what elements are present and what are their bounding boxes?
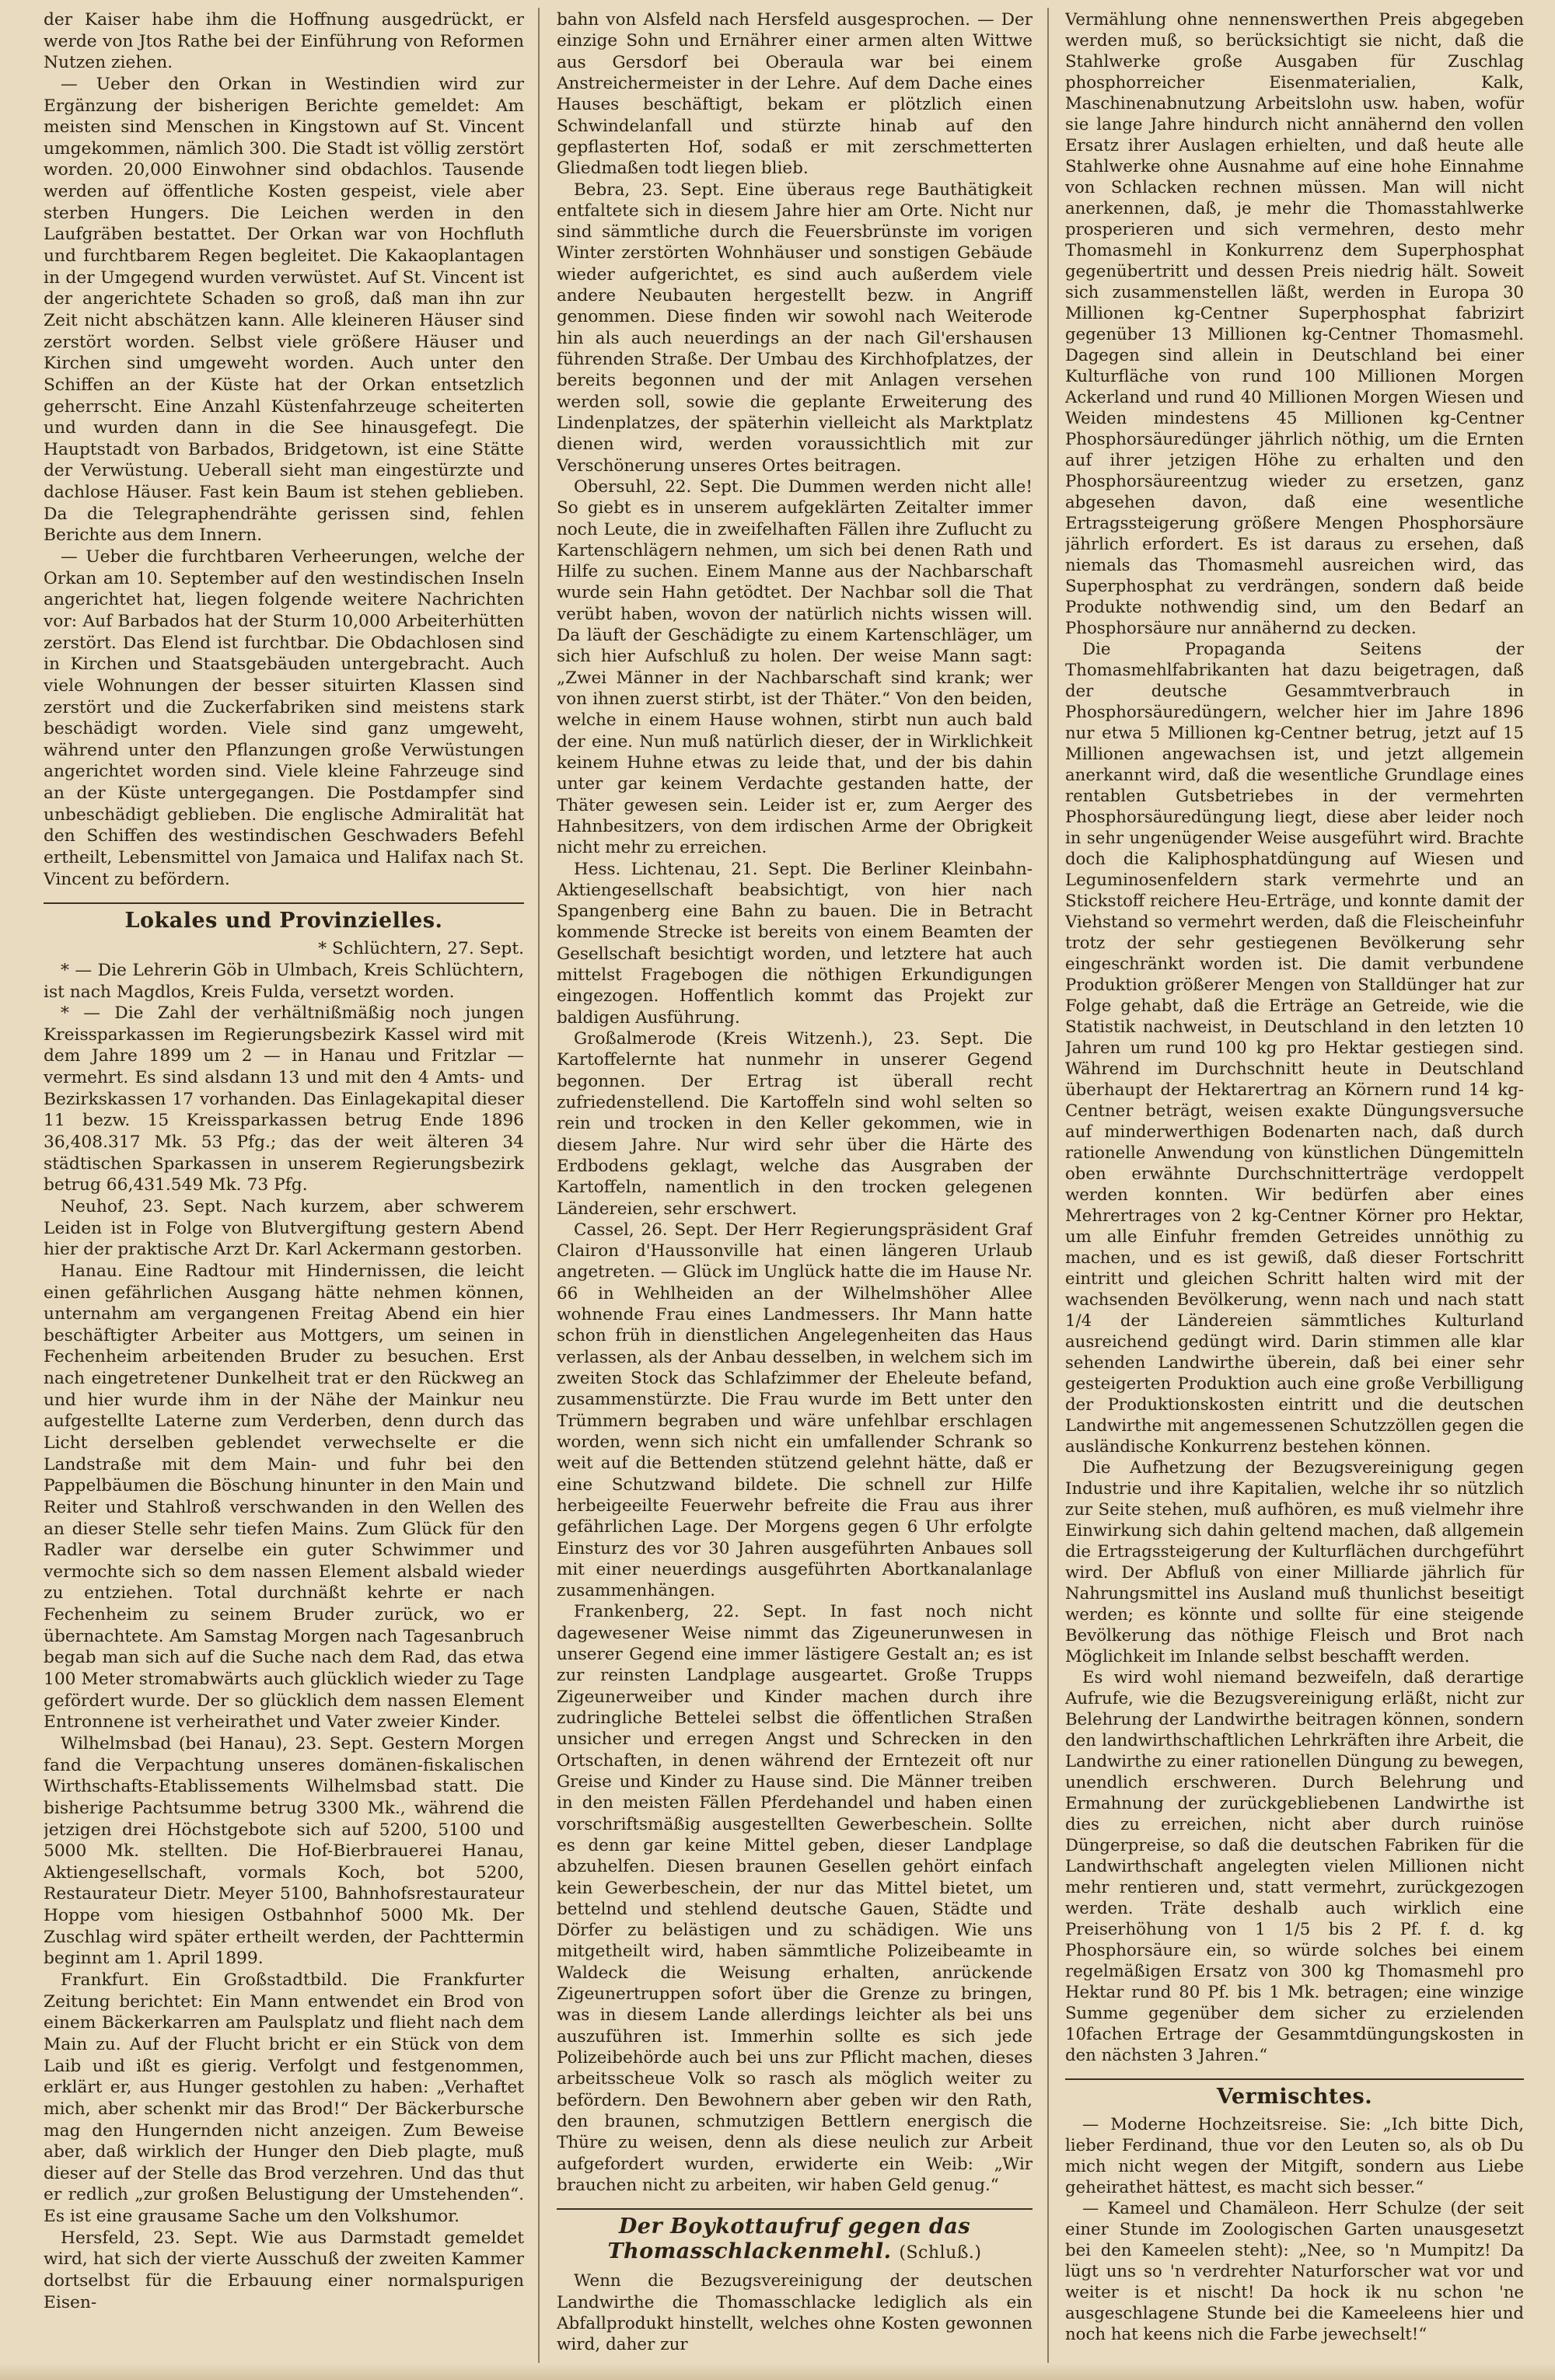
- local-news-item: * — Die Lehrerin Göb in Ulmbach, Kreis Schlüchtern, ist nach Magdlos, Kreis Fulda, versetzt worden.: [44, 960, 524, 1002]
- article-paragraph: Die Propaganda Seitens der Thomasmehlfabrikanten hat dazu beigetragen, daß der deutsche Gesammtverbrauch in Phosphorsäuredüngern, welcher hier im Jahre 1896 nur etwa 5 Millionen kg-Centner betrug, jetzt auf 15 Millionen angewachsen ist, und jetzt allgemein anerkannt wird, daß die wesentliche Grundlage eines rentablen Gutsbetriebes in der vermehrten Phosphorsäuredüngung liegt, diese aber leider noch in sehr ungenügender Weise ausgeführt wird. Brachte doch die Kaliphosphatdüngung auf Wiesen und Leguminosenfeldern stark vermehrte und an Stickstoff reichere Heu-Erträge, und konnte damit der Viehstand so vermehrt werden, daß die Fleischeinfuhr trotz der sehr gestiegenen Bevölkerung sehr eingeschränkt worden ist. Die damit verbundene Produktion größerer Mengen von Stalldünger hat zur Folge gehabt, daß die Erträge an Getreide, wie die Statistik nachweist, in Deutschland in den letzten 10 Jahren um rund 100 kg pro Hektar gestiegen sind. Während im Durchschnitt heute in Deutschland überhaupt der Hektarertrag an Körnern rund 14 kg-Centner beträgt, weisen exakte Düngungsversuche auf minderwerthigen Bodenarten nach, daß durch rationelle Anwendung von künstlichen Düngemitteln oben erwähnte Durchschnitterträge verdoppelt werden konnten. Wir bedürfen aber eines Mehrertrages von 2 kg-Centner Körner pro Hektar, um alle Einfuhr fremden Getreides unnöthig zu machen, und es ist gewiß, daß dieser Fortschritt eintritt und gleichen Schritt halten wird mit der wachsenden Bevölkerung, wenn nach und nach statt 1/4 der Ländereien sämmtliches Kulturland ausreichend gedüngt wird. Darin stimmen alle klar sehenden Landwirthe überein, daß bei einer sehr gesteigerten Produktion auch eine große Verbilligung der Produktionskosten eintritt und die deutschen Landwirthe mit angemessenen Schutzzöllen gegen die ausländische Konkurrenz bestehen können.: [1065, 640, 1524, 1457]
- misc-item: — Moderne Hochzeitsreise. Sie: „Ich bitte Dich, lieber Ferdinand, thue vor den Leuten so, als ob Du mich nicht wegen der Mitgift, sondern aus Liebe geheirathet hättest, es macht sich besser.“: [1065, 2115, 1524, 2197]
- article-paragraph: Vermählung ohne nennenswerthen Preis abgegeben werden muß, so berücksichtigt sie nicht, daß die Stahlwerke große Ausgaben für Zuschlag phosphorreicher Eisenmaterialien, Kalk, Maschinenabnutzung Arbeitslohn usw. haben, wofür sie lange Jahre hindurch nicht annähernd den vollen Ersatz ihrer Auslagen erhielten, und daß heute alle Stahlwerke ohne Ausnahme auf eine hohe Einnahme von Schlacken rechnen müssen. Man will nicht anerkennen, daß, je mehr die Thomasstahlwerke prosperieren und sich vermehren, desto mehr Thomasmehl in Konkurrenz dem Superphosphat gegenübertritt und dessen Preis niedrig hält. Soweit sich zusammenstellen läßt, werden in Europa 30 Millionen kg-Centner Superphosphat fabrizirt gegenüber 13 Millionen kg-Centner Thomasmehl. Dagegen sind allein in Deutschland bei einer Kulturfläche von rund 100 Millionen Morgen Ackerland und rund 40 Millionen Morgen Wiesen und Weiden mindestens 45 Millionen kg-Centner Phosphorsäuredünger jährlich nöthig, um die Ernten auf ihrer jetzigen Höhe zu erhalten und den Phosphorsäureentzug wieder zu ersetzen, ganz abgesehen davon, daß eine wesentliche Ertragssteigerung größere Mengen Phosphorsäure jährlich erfordert. Es ist daraus zu ersehen, daß niemals das Thomasmehl ausreichen wird, das Superphosphat zu verdrängen, sondern daß beide Produkte nothwendig sind, um den Bedarf an Phosphorsäure nur annähernd zu decken.: [1065, 10, 1524, 638]
- column-divider: [538, 8, 540, 2364]
- article-paragraph: — Ueber die furchtbaren Verheerungen, welche der Orkan am 10. September auf den westindischen Inseln angerichtet hat, liegen folgende weitere Nachrichten vor: Auf Barbados hat der Sturm 10,000 Arbeiterhütten zerstört. Das Elend ist furchtbar. Die Obdachlosen sind in Kirchen und Staatsgebäuden untergebracht. Auch viele Wohnungen der besser situirten Klassen sind zerstört und die Zuckerfabriken sind meistens stark beschädigt worden. Viele sind ganz umgeweht, während unter den Pflanzungen große Verwüstungen angerichtet worden sind. Viele kleine Fahrzeuge sind an der Küste untergegangen. Die Postdampfer sind unbeschädigt geblieben. Die englische Admiralität hat den Schiffen des westindischen Geschwaders Befehl ertheilt, Lebensmittel von Jamaica und Halifax nach St. Vincent zu befördern.: [44, 547, 524, 889]
- local-news-item: Hanau. Eine Radtour mit Hindernissen, die leicht einen gefährlichen Ausgang hätte nehmen können, unternahm am vergangenen Freitag Abend ein hier beschäftigter Arbeiter aus Mottgers, um seinen in Fechenheim arbeitenden Bruder zu besuchen. Erst nach eingetretener Dunkelheit trat er den Rückweg an und hier wurde ihm in der Nähe der Mainkur neu aufgestellte Laterne zum Verderben, denn durch das Licht derselben geblendet verwechselte er die Landstraße mit dem Main- und fuhr bei den Pappelbäumen die Böschung hinunter in den Main und Reiter und Stahlroß verschwanden in den Wellen des an dieser Stelle sehr tiefen Mains. Zum Glück für den Radler war derselbe ein guter Schwimmer und vermochte sich so dem nassen Element alsbald wieder zu entziehen. Total durchnäßt kehrte er nach Fechenheim zu seinem Bruder zurück, wo er übernachtete. Am Samstag Morgen nach Tagesanbruch begab man sich auf die Suche nach dem Rad, das etwa 100 Meter stromabwärts auch glücklich wieder zu Tage gefördert wurde. Der so glücklich dem nassen Element Entronnene ist verheirathet und Vater zweier Kinder.: [44, 1261, 524, 1733]
- local-news-item: Neuhof, 23. Sept. Nach kurzem, aber schwerem Leiden ist in Folge von Blutvergiftung gestern Abend hier der praktische Arzt Dr. Karl Ackermann gestorben.: [44, 1196, 524, 1260]
- local-news-item: Bebra, 23. Sept. Eine überaus rege Bauthätigkeit entfaltete sich in diesem Jahre hier am Orte. Nicht nur sind sämmtliche durch die Feuersbrünste im vorigen Winter zerstörten Wohnhäuser und sonstigen Gebäude wieder aufgerichtet, es sind auch außerdem viele andere Neubauten hergestellt bezw. in Angriff genommen. Diese finden wir sowohl nach Weiterode hin als auch neuerdings an der nach Gil'ershausen führenden Straße. Der Umbau des Kirchhofplatzes, der bereits begonnen und der mit Anlagen versehen werden soll, sowie die geplante Erweiterung des Lindenplatzes, der späterhin vielleicht als Marktplatz dienen wird, werden voraussichtlich mit zur Verschönerung unseres Ortes beitragen.: [557, 180, 1033, 476]
- dateline: * Schlüchtern, 27. Sept.: [318, 939, 524, 959]
- article-paragraph: Wenn die Bezugsvereinigung der deutschen Landwirthe die Thomasschlacke lediglich als ein Abfallprodukt hinstellt, welches ohne Kosten gewonnen wird, daher zur: [557, 2271, 1033, 2355]
- article-paragraph: der Kaiser habe ihm die Hoffnung ausgedrückt, er werde von Jtos Rathe bei der Einführung von Reformen Nutzen ziehen.: [44, 10, 524, 73]
- column-middle: [557, 9, 1033, 2361]
- page-bottom-edge: [0, 2363, 1555, 2380]
- local-news-item: Cassel, 26. Sept. Der Herr Regierungspräsident Graf Clairon d'Haussonville hat einen längeren Urlaub angetreten. — Glück im Unglück hatte die im Hause Nr. 66 in Wehlheiden an der Wilhelmshöher Allee wohnende Frau eines Landmessers. Ihr Mann hatte schon früh in dienstlichen Angelegenheiten das Haus verlassen, als der Anbau desselben, in welchem sich im zweiten Stock das Schlafzimmer der Eheleute befand, zusammenstürzte. Die Frau wurde im Bett unter den Trümmern begraben und wäre unfehlbar erschlagen worden, wenn sich nicht ein umfallender Schrank so weit auf die Bettenden stützend gelehnt hätte, daß er eine Schutzwand bildete. Die schnell zur Hilfe herbeigeeilte Feuerwehr befreite die Frau aus ihrer gefährlichen Lage. Der Morgens gegen 6 Uhr erfolgte Einsturz des vor 30 Jahren ausgeführten Anbaues soll mit einer neuerdings ausgeführten Abortkanalanlage zusammenhängen.: [557, 1220, 1033, 1601]
- heading-note: (Schluß.): [899, 2243, 982, 2263]
- local-news-item: Hess. Lichtenau, 21. Sept. Die Berliner Kleinbahn-Aktiengesellschaft beabsichtigt, von hier nach Spangenberg eine Bahn zu bauen. Die in Betracht kommende Strecke ist bereits von einem Beamten der Gesellschaft besichtigt worden, und letztere hat auch mittelst Fragebogen die nöthigen Erkundigungen eingezogen. Hoffentlich kommt das Projekt zur baldigen Ausführung.: [557, 859, 1033, 1028]
- local-news-item: Frankenberg, 22. Sept. In fast noch nicht dagewesener Weise nimmt das Zigeunerunwesen in unserer Gegend eine immer lästigere Gestalt an; es ist zur reinsten Landplage ausgeartet. Große Trupps Zigeunerweiber und Kinder machen durch ihre zudringliche Bettelei selbst die öffentlichen Straßen unsicher und erregen Angst und Schrecken in den Ortschaften, in denen während der Erntezeit oft nur Greise und Kinder zu Hause sind. Die Männer treiben in den meisten Fällen Pferdehandel und haben einen vorschriftsmäßig ausgestellten Gewerbeschein. Sollte es denn gar keine Mittel geben, dieser Landplage abzuhelfen. Diesen braunen Gesellen gehört einfach kein Gewerbeschein, der nur das Mittel bietet, um bettelnd und stehlend deutsche Gauen, Städte und Dörfer zu belästigen und zu schädigen. Wie uns mitgetheilt wird, haben sämmtliche Polizeibeamte in Waldeck die Weisung erhalten, anrückende Zigeunertruppen sofort über die Grenze zu bringen, was in diesem Lande allerdings leichter als bei uns auszuführen ist. Immerhin sollte es sich jede Polizeibehörde auch bei uns zur Pflicht machen, dieses arbeitsscheue Volk so rasch als möglich weiter zu befördern. Den Bewohnern aber geben wir den Rath, den braunen, schmutzigen Bettlern energisch die Thüre zu weisen, denn als diese neulich zur Arbeit aufgefordert wurden, erwiderte ein Weib: „Wir brauchen nicht zu arbeiten, wir haben Geld genug.“: [557, 1602, 1033, 2195]
- local-news-item: Frankfurt. Ein Großstadtbild. Die Frankfurter Zeitung berichtet: Ein Mann entwendet ein Brod von einem Bäckerkarren am Paulsplatz und flieht nach dem Main zu. Auf der Flucht bricht er ein Stück von dem Laib und ißt es gierig. Verfolgt und festgenommen, erklärt er, aus Hunger gestohlen zu haben: „Verhaftet mich, aber schenkt mir das Brod!“ Der Bäckerbursche mag den Hungernden nicht anzeigen. Zum Beweise aber, daß wirklich der Hunger den Dieb plagte, muß dieser auf der Stelle das Brod verzehren. Und das thut er redlich „zur großen Belustigung der Umstehenden“. Es ist eine grausame Sache um den Volkshumor.: [44, 1970, 524, 2227]
- local-news-item: * — Die Zahl der verhältnißmäßig noch jungen Kreissparkassen im Regierungsbezirk Kassel wird mit dem Jahre 1899 um 2 — in Hanau und Fritzlar — vermehrt. Es sind alsdann 13 und mit den 4 Amts- und Bezirkskassen 17 vorhanden. Das Einlagekapital dieser 11 bezw. 15 Kreissparkassen betrug Ende 1896 36,408.317 Mk. 53 Pfg.; das der weit älteren 34 städtischen Sparkassen in unserem Regierungsbezirk betrug 66,431.549 Mk. 73 Pfg.: [44, 1003, 524, 1195]
- misc-item: — Kameel und Chamäleon. Herr Schulze (der seit einer Stunde im Zoologischen Garten unausgesetzt bei den Kameelen steht): „Nee, so 'n Mumpitz! Da lügt uns so 'n verdrehter Naturforscher wat vor und weiter is et nischt! Da hock ik nu schon 'ne ausgeschlagene Stunde bei die Kameeleens hier und noch hat keens nich die Farbe jewechselt!“: [1065, 2199, 1524, 2344]
- column-right: [1065, 9, 1524, 2361]
- section-heading-misc: Vermischtes.: [1065, 2078, 1524, 2110]
- column-divider: [1047, 8, 1049, 2364]
- section-heading-boycott: [557, 2208, 1033, 2266]
- article-paragraph: Die Aufhetzung der Bezugsvereinigung gegen Industrie und ihre Kapitalien, welche ihr so nützlich zur Seite stehen, muß aufhören, es muß vielmehr ihre Einwirkung sich dahin geltend machen, daß allgemein die Ertragssteigerung der Kulturflächen durchgeführt wird. Der Abfluß von einer Milliarde jährlich für Nahrungsmittel ins Ausland muß thunlichst beseitigt werden; es könnte und sollte für eine steigende Bevölkerung das nöthige Fleisch und Brot nach Möglichkeit im Inlande selbst beschafft werden.: [1065, 1458, 1524, 1666]
- article-paragraph: Es wird wohl niemand bezweifeln, daß derartige Aufrufe, wie die Bezugsvereinigung erläßt, nicht zur Belehrung der Landwirthe beitragen können, sondern den landwirthschaftlichen Lehrkräften ihre Arbeit, die Landwirthe zu einer rationellen Düngung zu bewegen, unendlich erschweren. Durch Belehrung und Ermahnung der zurückgebliebenen Landwirthe ist dies zu erreichen, nicht aber durch ruinöse Düngerpreise, so daß die deutschen Fabriken für die Landwirthschaft angelegten vielen Millionen nicht mehr rentieren und, statt vermehrt, zurückgezogen werden. Träte deshalb auch wirklich eine Preiserhöhung von 1 1/5 bis 2 Pf. f. d. kg Phosphorsäure ein, so würde solches bei einem regelmäßigen Ersatz von 300 kg Thomasmehl pro Hektar rund 80 Pf. bis 1 Mk. betragen; eine winzige Summe gegenüber dem sicher zu erzielenden 10fachen Ertrage der Gesammtdüngungskosten in den nächsten 3 Jahren.“: [1065, 1668, 1524, 2065]
- article-paragraph: bahn von Alsfeld nach Hersfeld ausgesprochen. — Der einzige Sohn und Ernährer einer armen alten Wittwe aus Gersdorf bei Oberaula war bei einem Anstreichermeister in der Lehre. Auf dem Dache eines Hauses beschäftigt, bekam er plötzlich einen Schwindelanfall und stürzte hinab auf den gepflasterten Hof, sodaß er mit zerschmetterten Gliedmaßen todt liegen blieb.: [557, 10, 1033, 179]
- heading-text: Der Boykottaufruf gegen das Thomasschlackenmehl.: [607, 2214, 971, 2264]
- local-news-item: Hersfeld, 23. Sept. Wie aus Darmstadt gemeldet wird, hat sich der vierte Ausschuß der zweiten Kammer dortselbst für die Erbauung einer normalspurigen Eisen-: [44, 2228, 524, 2312]
- column-left: [44, 9, 524, 2361]
- article-paragraph: — Ueber den Orkan in Westindien wird zur Ergänzung der bisherigen Berichte gemeldet: Am meisten sind Menschen in Kingstown auf St. Vincent umgekommen, nämlich 300. Die Stadt ist völlig zerstört worden. 20,000 Einwohner sind obdachlos. Tausende werden auf öffentliche Kosten gespeist, viele aber sterben Hungers. Die Leichen werden in den Laufgräben bestattet. Der Orkan war von Hochfluth und furchtbarem Regen begleitet. Die Kakaoplantagen in der Umgegend wurden verwüstet. Auf St. Vincent ist der angerichtete Schaden so groß, daß man ihn zur Zeit nicht abschätzen kann. Alle kleineren Häuser sind zerstört worden. Selbst viele größere Häuser und Kirchen sind umgeweht worden. Auch unter den Schiffen an der Küste hat der Orkan entsetzlich geherrscht. Eine Anzahl Küstenfahrzeuge scheiterten und wurden dann in die See hinausgefegt. Die Hauptstadt von Barbados, Bridgetown, ist eine Stätte der Verwüstung. Ueberall sieht man eingestürzte und dachlose Häuser. Fast kein Baum ist stehen geblieben. Da die Telegraphendrähte gerissen sind, fehlen Berichte aus dem Innern.: [44, 74, 524, 546]
- local-news-item: Obersuhl, 22. Sept. Die Dummen werden nicht alle! So giebt es in unserem aufgeklärten Zeitalter immer noch Leute, die in zweifelhaften Fällen ihre Zuflucht zu Kartenschlägern nehmen, um sich bei denen Rath und Hilfe zu suchen. Einem Manne aus der Nachbarschaft wurde sein Hahn getödtet. Der Nachbar soll die That verübt haben, wovon der natürlich nichts wissen will. Da läuft der Geschädigte zu einem Kartenschläger, um sich hier Aufschluß zu holen. Der weise Mann sagt: „Zwei Männer in der Nachbarschaft sind krank; wer von ihnen zuerst stirbt, ist der Thäter.“ Von den beiden, welche in einem Hause wohnen, stirbt nun auch bald der eine. Nun muß natürlich dieser, der in Wirklichkeit keinem Huhne etwas zu leide that, und der bis dahin unter gar keinem Verdachte gestanden hatte, der Thäter gewesen sein. Leider ist er, zum Aerger des Hahnbesitzers, von dem irdischen Arme der Obrigkeit nicht mehr zu erreichen.: [557, 476, 1033, 858]
- local-news-item: Wilhelmsbad (bei Hanau), 23. Sept. Gestern Morgen fand die Verpachtung unseres domänen-fiskalischen Wirthschafts-Etablissements Wilhelmsbad statt. Die bisherige Pachtsumme betrug 3300 Mk., während die jetzigen drei Höchstgebote sich auf 5200, 5100 und 5000 Mk. stellten. Die Hof-Bierbrauerei Hanau, Aktiengesellschaft, vormals Koch, bot 5200, Restaurateur Dietr. Meyer 5100, Bahnhofsrestaurateur Hoppe vom hiesigen Ostbahnhof 5000 Mk. Der Zuschlag wird später ertheilt werden, der Pachttermin beginnt am 1. April 1899.: [44, 1733, 524, 1969]
- section-heading-local-news: Lokales und Provinzielles.: [44, 902, 524, 934]
- local-news-item: Großalmerode (Kreis Witzenh.), 23. Sept. Die Kartoffelernte hat nunmehr in unserer Gegend begonnen. Der Ertrag ist überall recht zufriedenstellend. Die Kartoffeln sind wohl selten so rein und trocken in den Keller gekommen, wie in diesem Jahre. Nur wird sehr über die Härte des Erdbodens geklagt, welche das Ausgraben der Kartoffeln, namentlich in den trocken gelegenen Ländereien, sehr erschwert.: [557, 1029, 1033, 1219]
